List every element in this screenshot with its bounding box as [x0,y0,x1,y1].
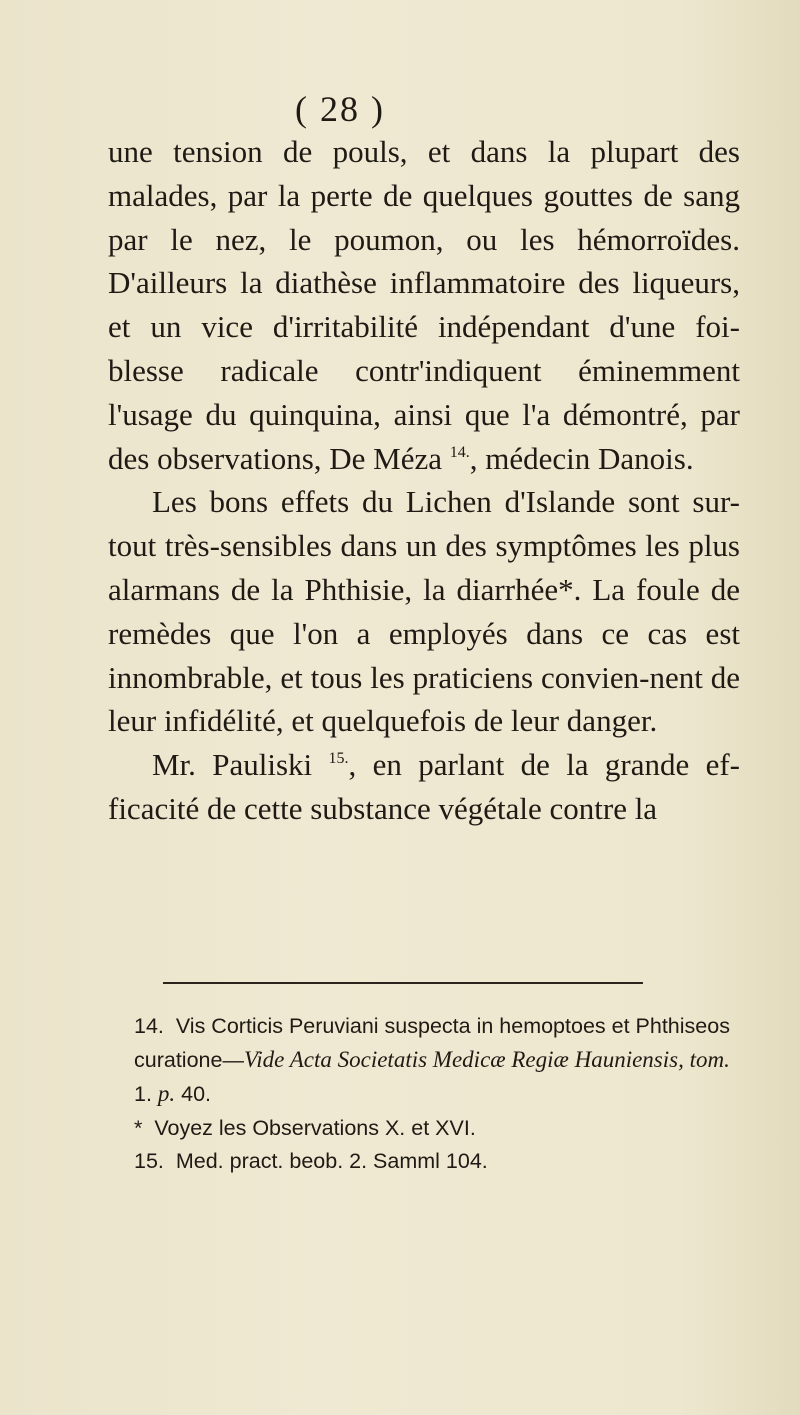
footnote-14-citation: Vide Acta Societatis Medicæ Regiæ Hauniensis, tom. [243,1047,730,1073]
footnotes [108,1010,748,1178]
footnote-14 [108,1010,748,1112]
paragraph-3 [108,743,740,831]
footnote-14-label: 14. [134,1014,164,1038]
paragraph-1 [108,130,740,480]
footnote-star-text: Voyez les Observations X. et XVI. [154,1115,476,1140]
footnote-15 [108,1145,748,1178]
footnote-14-page-abbrev: p. [157,1081,176,1107]
footnote-14-page: 40. [175,1082,212,1107]
footnote-15-text: Med. pract. beob. 2. Samml 104. [175,1148,488,1173]
paragraph-3-tail: , en parlant de la grande ef-ficacité de cette substance végétale contre la [108,747,740,826]
footnote-star [108,1112,748,1145]
paragraph-3-text: Mr. Pauliski [152,747,329,783]
body-text [108,130,740,831]
footnote-14-volume: 1. [134,1082,158,1107]
paragraph-2: Les bons effets du Lichen d'Islande sont sur-tout très-sensibles dans un des symptômes les plus alarmans de la Phthisie, la diarrhée*. La foule de remèdes que l'on a employés dans ce cas est innombrable, et tous les praticiens convien-nent de leur infidélité, et quelquefois de leur danger. [108,484,740,739]
paragraph-1-tail: , médecin Danois. [469,440,694,476]
footnote-ref-14: 14. [449,443,470,461]
footnote-divider [163,982,643,984]
paragraph-1-text: une tension de pouls, et dans la plupart des malades, par la perte de quelques gouttes de sang par le nez, le poumon, ou les hémorroïdes. D'ailleurs la diathèse inflammatoire des liqueurs, et un vice d'irritabilité indépendant d'une foi-blesse radicale contr'indiquent éminemment l'usage du quinquina, ainsi que l'a démontré, par des observations, De Méza [108,134,740,476]
footnote-ref-15: 15. [328,750,349,768]
footnote-14-text: Vis Corticis Peruviani suspecta in hemoptoes et Phthiseos curatione— [134,1014,730,1073]
page-number-text: ( 28 ) [295,89,385,129]
page-number [0,88,800,130]
footnote-star-label: * [134,1115,143,1140]
footnote-15-label: 15. [134,1148,164,1173]
